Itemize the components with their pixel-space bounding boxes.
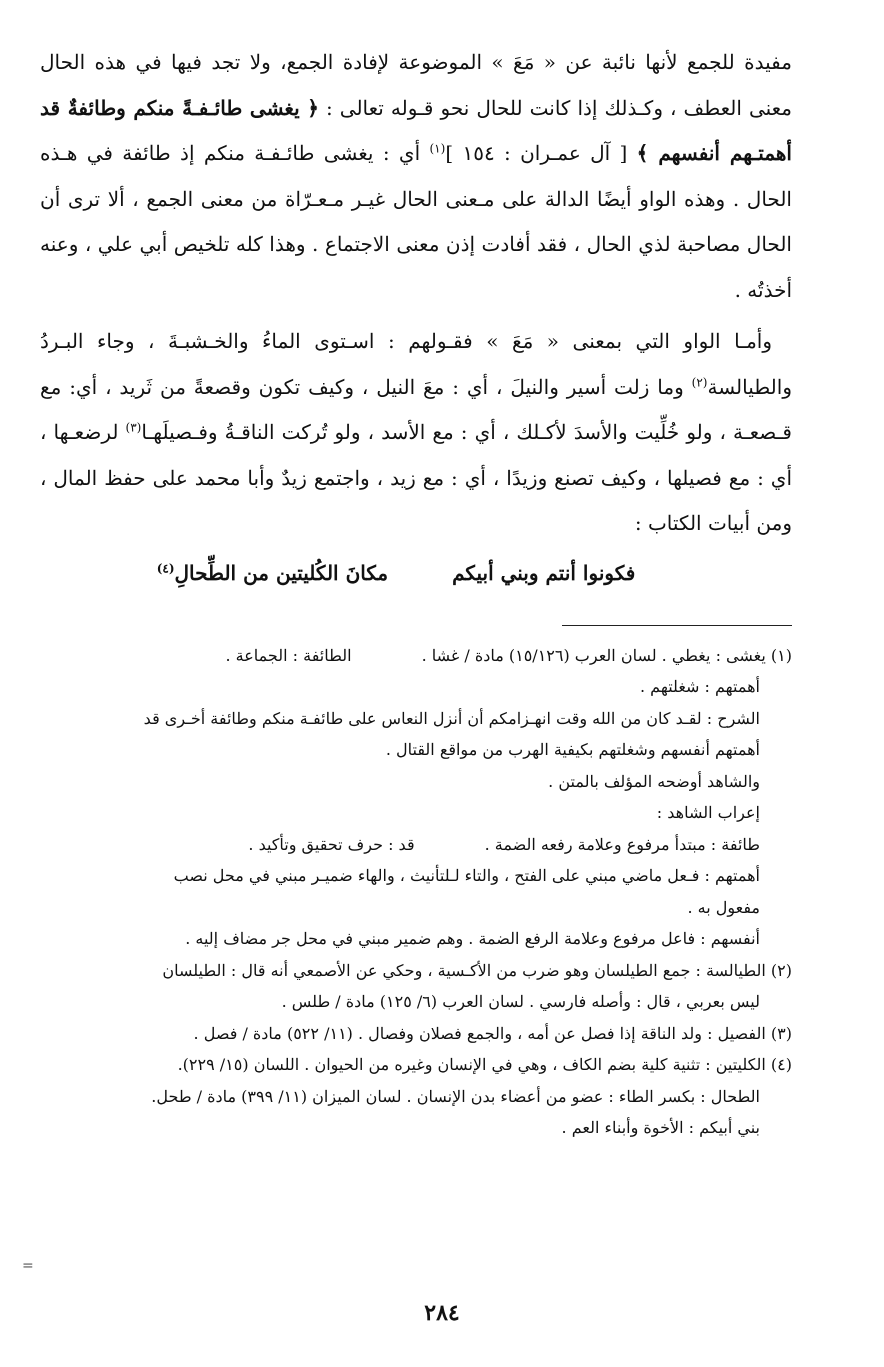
footnote-1-line-5: والشاهد أوضحه المؤلف بالمتن . — [548, 771, 760, 791]
footnote-3: (٣) الفصيل : ولد الناقة إذا فصل عن أمه ، والجمع فصلان وفصال . (١١/ ٥٢٢) مادة / فصل . — [193, 1023, 792, 1043]
footnote-1-source: (١) يغشى : يغطي . لسان العرب (١٥/١٢٦) مادة / غشا . — [421, 645, 792, 665]
p1-text-a: مفيدة للجمع لأنها نائبة عن « مَعَ » الموضوعة لإفادة الجمع، ولا تجد فيها في هذه الحال معنى العطف ، وكـذلك إذا كانت للحال نحو قـوله تعالى : — [40, 50, 793, 120]
footnote-4-line-1: (٤) الكليتين : تثنية كلية بضم الكاف ، وهي في الإنسان وغيره من الحيوان . اللسان (١٥/ ٢٢٩). — [177, 1055, 792, 1074]
footnote-1-line-8: أهمتهم : فـعل ماضي مبني على الفتح ، والتاء لـلتأنيث ، والهاء ضميـر مبني في محل نصب — [173, 866, 760, 885]
p2-text-c: لرضعـها ، أي : مع فصيلها ، وكيف تصنع وزيدًا ، أي : مع زيد ، واجتمع زيدٌ وأبا محمد على حفظ المال ، ومن أبيات الكتاب : — [40, 420, 792, 535]
verse-second-hemistich — [157, 561, 388, 585]
paragraph-1 — [40, 40, 792, 313]
p2-text-b: وما زلت أسير والنيلَ ، أي : معَ النيل ، وكيف تكون وقصعةً من ثَريد ، أي: مع قـصعـة ، ولو خُلِّيت والأسدَ لأكـلك ، أي : مع الأسد ، ولو تُركت الناقـةُ وفـصيلَهـا — [40, 374, 792, 444]
p1-text-c: أي : يغشى طائـفـة منكم إذ طائفة في هـذه الحال . وهذه الواو أيضًا الدالة على مـعنى الحال غيـر مـعـرّاة من معنى الجمع ، ألا ترى أن الحال مصاحبة لذي الحال ، فقد أفادت إذن معنى الاجتماع . وهذا كله تلخيص أبي علي ، وعنه أخذتُه . — [40, 141, 792, 302]
footnote-1-line-3: الشرح : لقـد كان من الله وقت انهـزامكم أن أنزل النعاس على طائفـة منكم وطائفة أخـرى قد — [143, 708, 760, 728]
footnote-1-qad-irab: قد : حرف تحقيق وتأكيد . — [248, 834, 415, 854]
footnote-1-line-7 — [40, 829, 792, 861]
margin-mark: = — [22, 1258, 34, 1274]
footnote-4-line-2: الطحال : بكسر الطاء : عضو من أعضاء بدن الإنسان . لسان الميزان (١١/ ٣٩٩) مادة / طحل. — [151, 1086, 760, 1106]
footnote-1-line-1 — [40, 640, 792, 672]
footnotes — [40, 640, 792, 1144]
footnote-ref-1[interactable]: (١) — [429, 141, 446, 156]
footnote-1-taifa-irab: طائفة : مبتدأ مرفوع وعلامة رفعه الضمة . — [484, 834, 760, 854]
poetry-verse — [40, 561, 792, 585]
footnote-ref-2[interactable]: (٢) — [691, 374, 708, 389]
verse-second-text: مكانَ الكُليتين من الطِّحالِ — [174, 560, 389, 585]
footnote-1-taifa: الطائفة : الجماعة . — [225, 645, 352, 665]
page-body — [40, 40, 792, 1144]
footnote-2-line-2: ليس بعربي ، قال : وأصله فارسي . لسان العرب (٦/ ١٢٥) مادة / طلس . — [281, 992, 760, 1011]
footnote-2-line-1: (٢) الطيالسة : جمع الطيلسان وهو ضرب من الأكـسية ، وحكي عن الأصمعي أنه قال : الطيلسان — [162, 960, 792, 980]
footnote-divider — [562, 625, 792, 626]
page-number: ٢٨٤ — [424, 1300, 460, 1326]
p2-text-a: وأمـا الواو التي بمعنى « مَعَ » فقـولهم : اسـتوى الماءُ والخـشبـةَ ، وجاء البـردُ والطيالسة — [40, 329, 792, 399]
main-text — [40, 40, 792, 585]
footnote-1-line-4: أهمتهم أنفسهم وشغلتهم بكيفية الهرب من مواقع القتال . — [385, 740, 760, 759]
verse-first-hemistich: فكونوا أنتم وبني أبيكم — [452, 560, 636, 585]
paragraph-2 — [40, 319, 792, 547]
footnote-ref-3[interactable]: (٣) — [125, 420, 142, 435]
footnote-ref-4[interactable]: (٤) — [156, 560, 175, 575]
footnote-1-line-10: أنفسهم : فاعل مرفوع وعلامة الرفع الضمة . وهم ضمير مبني في محل جر مضاف إليه . — [185, 929, 760, 948]
quran-verse: ﴿ يغشى طائـفـةً منكم وطائفةٌ قد أهمتـهم أنفسهم ﴾ — [40, 95, 792, 165]
footnote-1-line-6: إعراب الشاهد : — [656, 803, 760, 822]
footnote-1-line-2: أهمتهم : شغلتهم . — [640, 677, 760, 696]
footnote-4-line-3: بني أبيكم : الأخوة وأبناء العم . — [561, 1118, 760, 1137]
p1-citation: [ آل عمـران : ١٥٤ ] — [445, 141, 637, 165]
footnote-1-line-9: مفعول به . — [687, 897, 760, 917]
